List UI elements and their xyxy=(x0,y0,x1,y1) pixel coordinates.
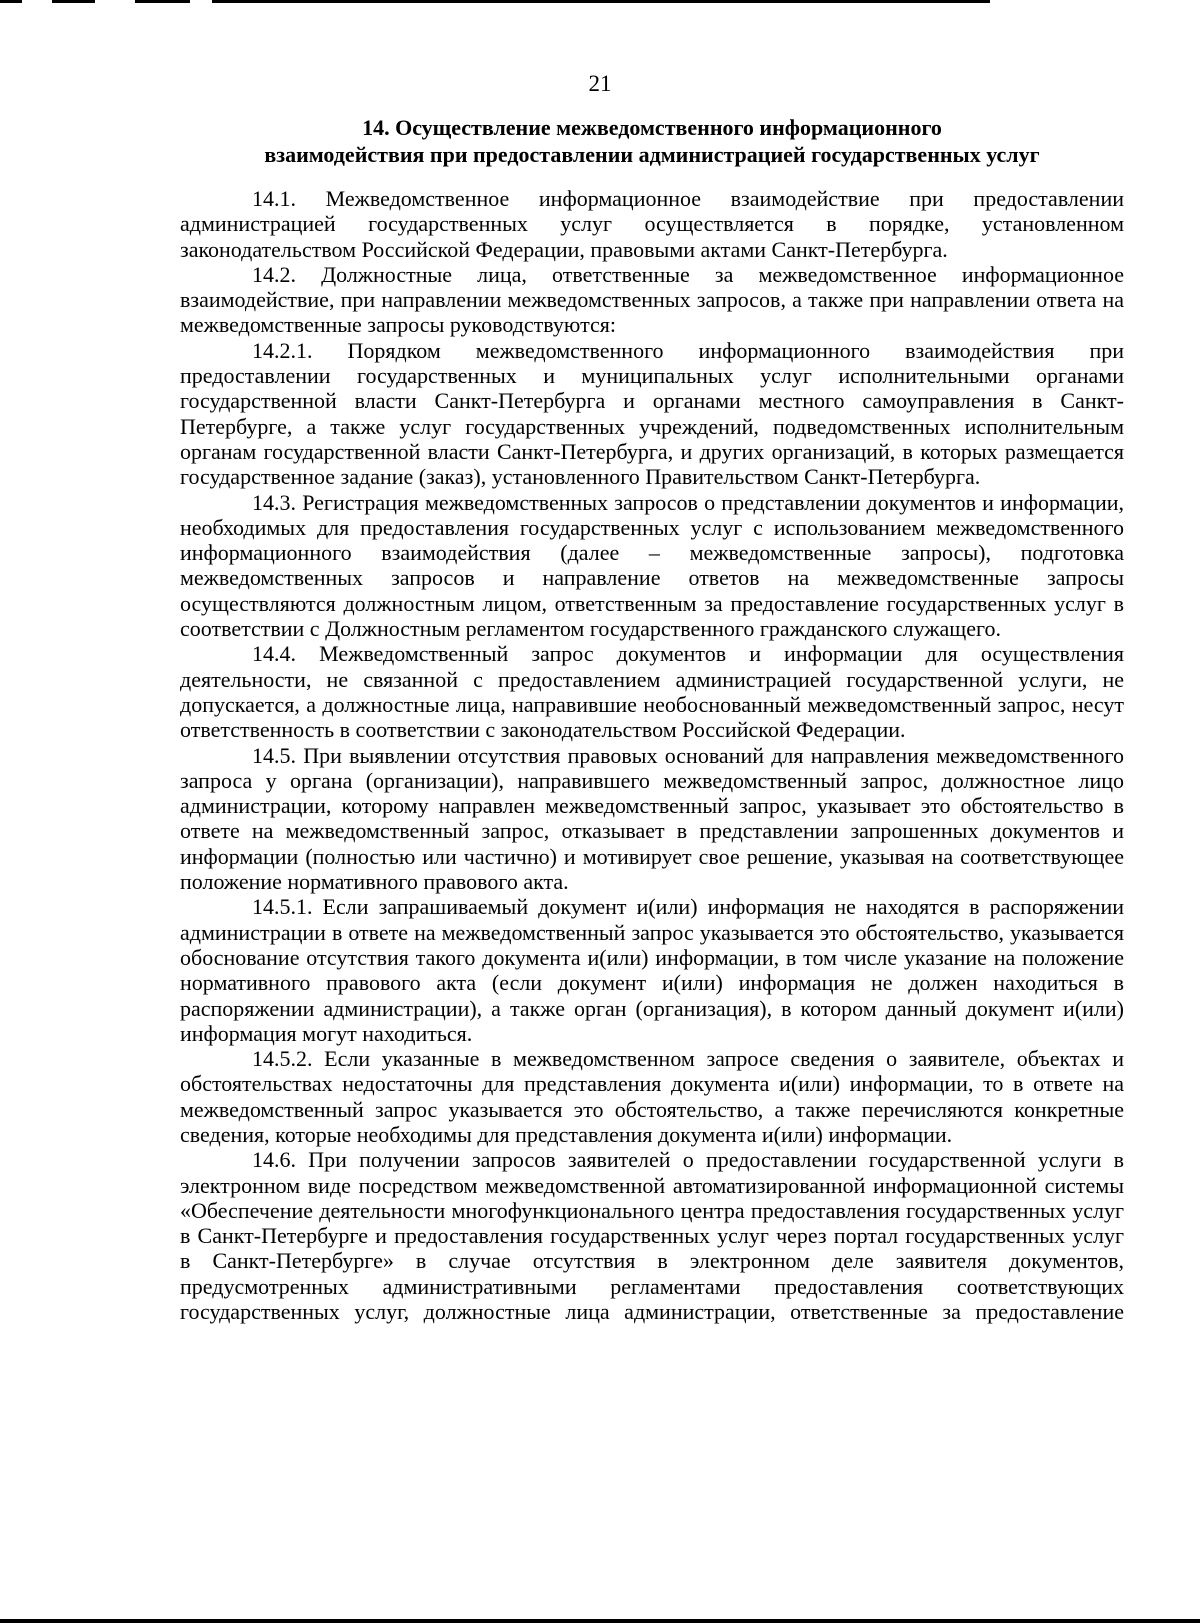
section-title-line: взаимодействия при предоставлении администрацией государственных услуг xyxy=(264,142,1040,167)
page-number: 21 xyxy=(588,71,612,96)
paragraph-14-2: 14.2. Должностные лица, ответственные за межведомственное информационное взаимодействие, при направлении межведомственных запросов, а также при направлении ответа на межведомственные запросы руководствуются: xyxy=(180,261,1124,338)
paragraph-14-5-1: 14.5.1. Если запрашиваемый документ и(или) информация не находятся в распоряжении администрации в ответе на межведомственный запрос указывается это обстоятельство, указывается обоснование отсутствия такого документа и(или) информации, в том числе указание на положение нормативного правового акта (если документ и(или) информация не должен находиться в распоряжении администрации), а также орган (организация), в котором данный документ и(или) информация могут находиться. xyxy=(180,894,1124,1046)
paragraph-14-5-2: 14.5.2. Если указанные в межведомственном запросе сведения о заявителе, объектах и обстоятельствах недостаточны для представления документа и(или) информации, то в ответе на межведомственный запрос указывается это обстоятельство, а также перечисляются конкретные сведения, которые необходимы для представления документа и(или) информации. xyxy=(180,1046,1124,1147)
paragraph-14-6: 14.6. При получении запросов заявителей о предоставлении государственной услуги в электронном виде посредством межведомственной автоматизированной информационной системы «Обеспечение деятельности многофункционального центра предоставления государственных услуг в Санкт-Петербурге и предоставления государственных услуг через портал государственных услуг в Санкт-Петербурге» в случае отсутствия в электронном деле заявителя документов, предусмотренных административными регламентами предоставления соответствующих государственных услуг, должностные лица администрации, ответственные за предоставление xyxy=(180,1147,1124,1325)
document-body xyxy=(180,186,1124,1324)
section-title-line: 14. Осуществление межведомственного информационного xyxy=(362,115,942,140)
paragraph-14-3: 14.3. Регистрация межведомственных запросов о представлении документов и информации, необходимых для предоставления государственных услуг с использованием межведомственного информационного взаимодействия (далее – межведомственные запросы), подготовка межведомственных запросов и направление ответов на межведомственные запросы осуществляются должностным лицом, ответственным за предоставление государственных услуг в соответствии с Должностным регламентом государственного гражданского служащего. xyxy=(180,489,1124,642)
paragraph-14-1: 14.1. Межведомственное информационное взаимодействие при предоставлении администрацией государственных услуг осуществляется в порядке, установленном законодательством Российской Федерации, правовыми актами Санкт-Петербурга. xyxy=(180,186,1124,262)
scan-edge-gap xyxy=(95,0,135,3)
scan-edge-gap xyxy=(190,0,212,3)
scan-edge-gap xyxy=(990,0,1200,3)
paragraph-14-4: 14.4. Межведомственный запрос документов и информации для осуществления деятельности, не связанной с предоставлением администрацией государственной услуги, не допускается, а должностные лица, направившие необоснованный межведомственный запрос, несут ответственность в соответствии с законодательством Российской Федерации. xyxy=(180,641,1124,743)
section-title xyxy=(180,114,1124,168)
scan-edge-gap xyxy=(22,0,52,3)
paragraph-14-5: 14.5. При выявлении отсутствия правовых оснований для направления межведомственного запроса у органа (организации), направившего межведомственный запрос, должностное лицо администрации, которому направлен межведомственный запрос, указывает это обстоятельство в ответе на межведомственный запрос, отказывает в представлении запрошенных документов и информации (полностью или частично) и мотивирует свое решение, указывая на соответствующее положение нормативного правового акта. xyxy=(180,742,1124,895)
scan-edge-bottom xyxy=(0,1619,1200,1623)
paragraph-14-2-1: 14.2.1. Порядком межведомственного информационного взаимодействия при предоставлении государственных и муниципальных услуг исполнительными органами государственной власти Санкт-Петербурга и органами местного самоуправления в Санкт-Петербурге, а также услуг государственных учреждений, подведомственных исполнительным органам государственной власти Санкт-Петербурга, и других организаций, в которых размещается государственное задание (заказ), установленного Правительством Санкт-Петербурга. xyxy=(180,337,1124,490)
